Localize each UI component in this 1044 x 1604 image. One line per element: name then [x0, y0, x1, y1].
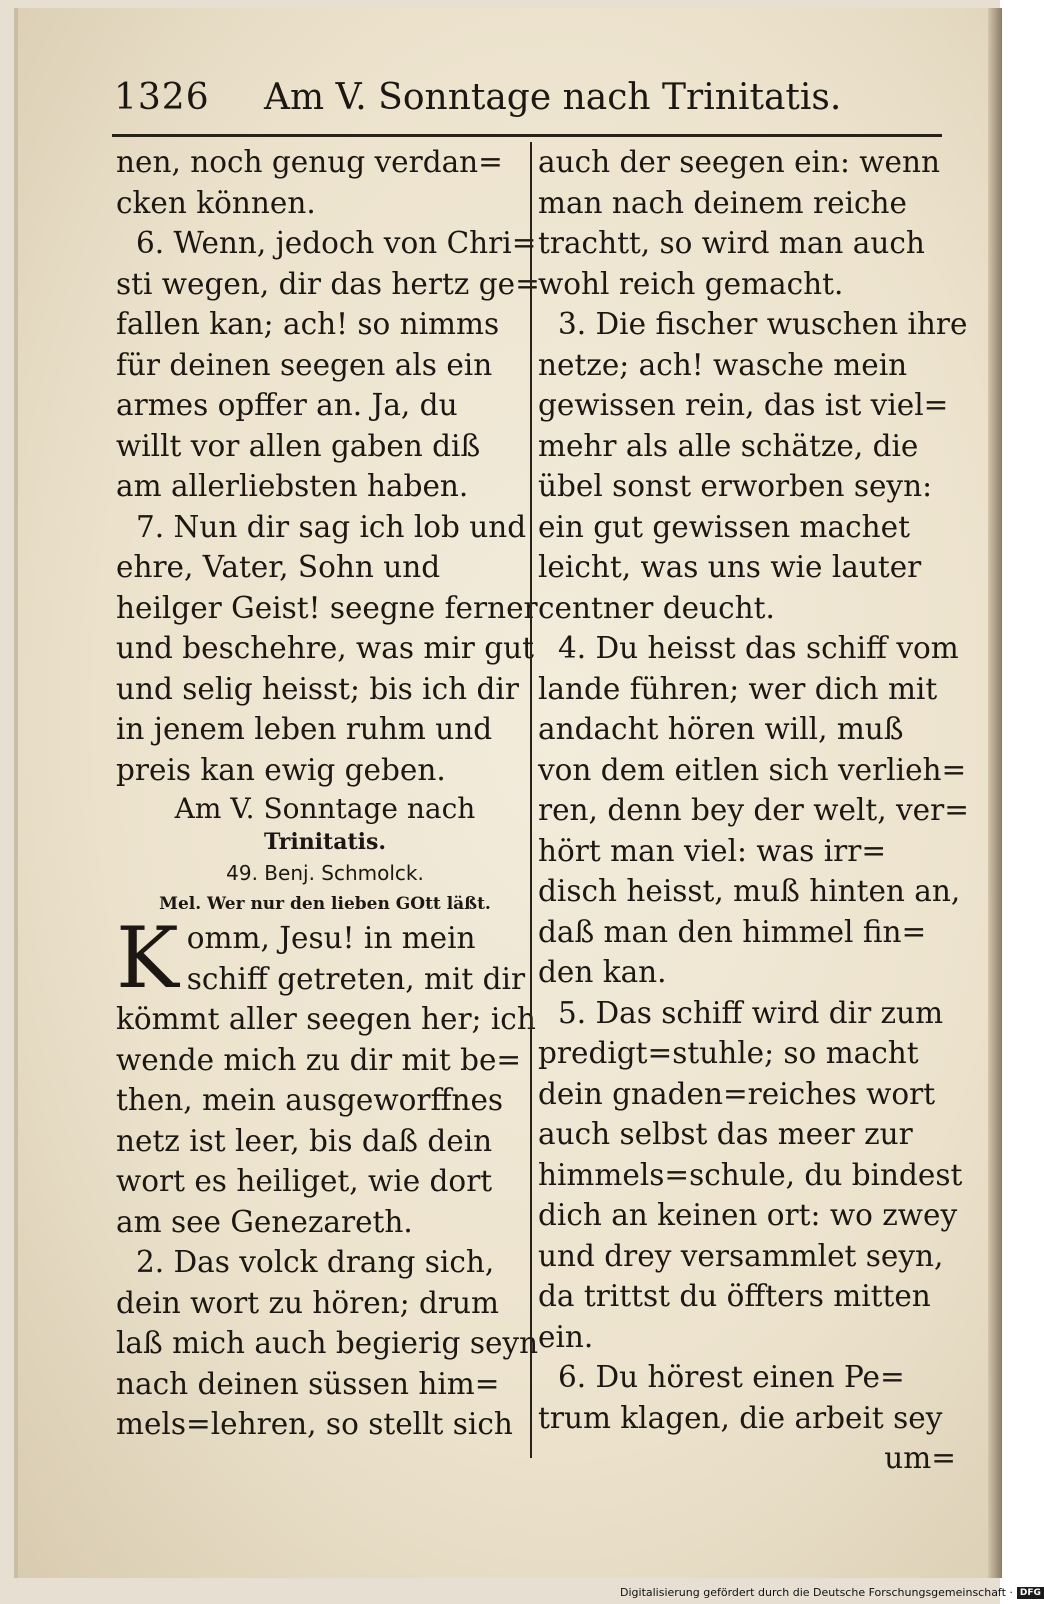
- page-content: [100, 44, 969, 1475]
- hymn-melody: Mel. Wer nur den lieben GOtt läßt.: [159, 894, 491, 914]
- text-line: laß mich auch begierig seyn: [116, 1326, 539, 1360]
- right-column: [538, 142, 969, 1479]
- text-line: und beschehre, was mir gut: [116, 631, 535, 665]
- text-line: dein gnaden=reiches wort: [538, 1076, 936, 1111]
- text-line: wende mich zu dir mit be=: [116, 1042, 522, 1077]
- text-line: 5. Das schiff wird dir zum: [558, 995, 944, 1030]
- text-line: am see Genezareth.: [116, 1204, 413, 1239]
- verse-6: [116, 223, 540, 507]
- text-line: mels=lehren, so stellt sich: [116, 1407, 513, 1441]
- text-line: gewissen rein, das ist viel=: [538, 388, 949, 422]
- text-line: lande führen; wer dich mit: [538, 671, 938, 706]
- text-line: 7. Nun dir sag ich lob und: [136, 509, 527, 544]
- catchword: um=: [884, 1441, 956, 1475]
- text-line: then, mein ausgeworffnes: [116, 1083, 504, 1117]
- hymn-title: Am V. Sonntage nach: [174, 792, 476, 825]
- text-line: daß man den himmel fin=: [538, 914, 927, 949]
- text-line: man nach deinem reiche: [538, 185, 907, 220]
- text-line: trum klagen, die arbeit sey: [538, 1400, 943, 1435]
- text-line: am allerliebsten haben.: [116, 469, 469, 503]
- text-line: netze; ach! wasche mein: [538, 347, 908, 382]
- continuation-text: [538, 142, 956, 304]
- verse-7: [116, 507, 538, 791]
- text-line: und drey versammlet seyn,: [538, 1238, 944, 1273]
- text-line: in jenem leben ruhm und: [116, 712, 493, 746]
- text-line: sti wegen, dir das hertz ge=: [116, 266, 540, 301]
- text-line: omm, Jesu! in mein: [186, 921, 476, 955]
- text-line: preis kan ewig geben.: [116, 752, 446, 787]
- verse-3: [538, 304, 968, 628]
- text-line: armes opffer an. Ja, du: [116, 388, 458, 422]
- text-line: 6. Du hörest einen Pe=: [558, 1360, 905, 1394]
- text-line: himmels=schule, du bindest: [538, 1157, 963, 1192]
- verse-1: [116, 909, 536, 1242]
- text-line: ehre, Vater, Sohn und: [116, 550, 441, 584]
- text-line: nach deinen süssen him=: [116, 1366, 500, 1401]
- digitization-credit: [620, 1584, 1041, 1602]
- left-column: [116, 142, 540, 1445]
- text-line: ein.: [538, 1319, 594, 1354]
- hymn-heading: [116, 790, 534, 918]
- text-line: wort es heiliget, wie dort: [116, 1164, 493, 1198]
- text-line: leicht, was uns wie lauter: [538, 550, 922, 584]
- verse-6-right: [538, 1357, 956, 1479]
- text-line: kömmt aller seegen her; ich: [116, 1002, 536, 1036]
- text-line: 6. Wenn, jedoch von Chri=: [136, 226, 537, 260]
- text-line: trachtt, so wird man auch: [538, 226, 925, 260]
- text-line: cken können.: [116, 185, 316, 220]
- text-line: 4. Du heisst das schiff vom: [558, 631, 959, 665]
- text-line: da trittst du öffters mitten: [538, 1279, 931, 1313]
- text-line: für deinen seegen als ein: [116, 347, 493, 382]
- text-line: dich an keinen ort: wo zwey: [538, 1198, 958, 1232]
- text-line: und selig heisst; bis ich dir: [116, 671, 519, 706]
- text-line: nen, noch genug verdan=: [116, 145, 503, 179]
- running-header: [114, 70, 940, 126]
- text-line: schiff getreten, mit dir: [186, 961, 526, 996]
- verse-5: [538, 993, 963, 1358]
- text-line: centner deucht.: [538, 590, 775, 625]
- text-line: andacht hören will, muß: [538, 712, 904, 746]
- book-page: [14, 8, 1002, 1578]
- column-divider: [530, 142, 532, 1458]
- text-line: 3. Die fischer wuschen ihre: [558, 307, 968, 341]
- drop-cap: K: [116, 909, 179, 1007]
- hymn-number: 49. Benj. Schmolck.: [226, 861, 424, 885]
- text-line: auch der seegen ein: wenn: [538, 145, 940, 179]
- verse-4: [538, 628, 969, 993]
- text-line: disch heisst, muß hinten an,: [538, 874, 961, 908]
- text-line: netz ist leer, bis daß dein: [116, 1123, 493, 1158]
- text-line: wohl reich gemacht.: [538, 266, 844, 301]
- credit-text: Digitalisierung gefördert durch die Deutsche Forschungsgemeinschaft ·: [620, 1586, 1013, 1599]
- text-line: ein gut gewissen machet: [538, 509, 910, 544]
- dfg-logo-icon: DFG: [1017, 1587, 1044, 1599]
- text-line: willt vor allen gaben diß: [116, 428, 481, 463]
- text-line: mehr als alle schätze, die: [538, 428, 919, 463]
- page-edge: [988, 8, 1002, 1578]
- running-title: Am V. Sonntage nach Trinitatis.: [264, 77, 842, 118]
- text-line: dein wort zu hören; drum: [116, 1285, 500, 1320]
- text-line: predigt=stuhle; so macht: [538, 1036, 919, 1070]
- verse-2: [116, 1242, 539, 1445]
- text-line: 2. Das volck drang sich,: [136, 1245, 495, 1279]
- text-line: auch selbst das meer zur: [538, 1117, 913, 1151]
- hymn-subtitle: Trinitatis.: [263, 829, 387, 855]
- text-line: fallen kan; ach! so nimms: [116, 307, 500, 341]
- text-line: hört man viel: was irr=: [538, 833, 887, 868]
- page-number: 1326: [114, 77, 210, 118]
- text-line: heilger Geist! seegne ferner: [116, 590, 538, 625]
- text-line: ren, denn bey der welt, ver=: [538, 793, 969, 827]
- continuation-text: [116, 142, 534, 223]
- text-line: übel sonst erworben seyn:: [538, 469, 933, 503]
- text-line: den kan.: [538, 955, 667, 989]
- text-line: von dem eitlen sich verlieh=: [538, 752, 967, 787]
- header-rule: [112, 134, 942, 137]
